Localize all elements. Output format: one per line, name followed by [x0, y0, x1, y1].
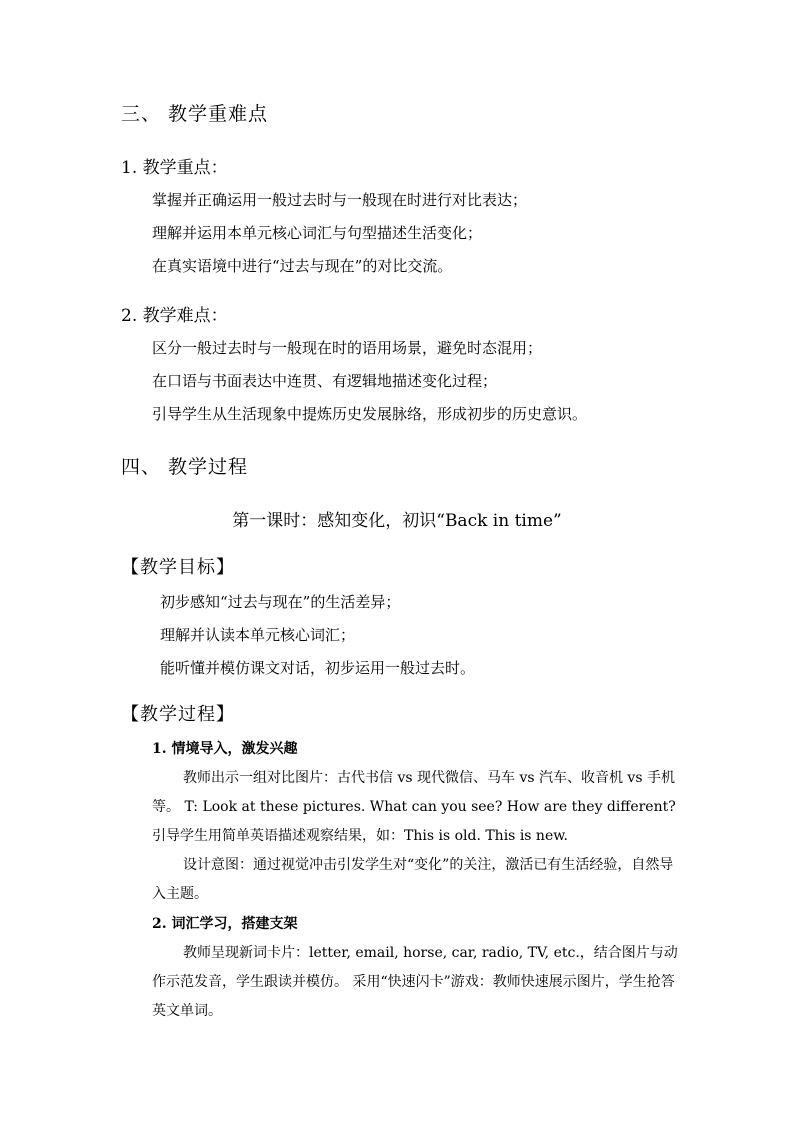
- difficult-points-label: 2. 教学难点：: [121, 306, 228, 326]
- key-point-item: 掌握并正确运用一般过去时与一般现在时进行对比表达；: [152, 191, 528, 209]
- key-point-item: 理解并运用本单元核心词汇与句型描述生活变化；: [152, 224, 483, 242]
- difficult-point-item: 在口语与书面表达中连贯、有逻辑地描述变化过程；: [152, 372, 498, 390]
- step-paragraph: 教师出示一组对比图片：古代书信 vs 现代微信、马车 vs 汽车、收音机 vs 手机等。 T: Look at these pictures. What can you see? How are they different? 引导学生用简单英语描述观察结果，如：This is old. This is new.: [152, 770, 676, 844]
- step-paragraph: 教师呈现新词卡片：letter, email, horse, car, radio, TV, etc.，结合图片与动作示范发音，学生跟读并模仿。 采用“快速闪卡”游戏：教师快速展示图片，学生抢答英文单词。: [152, 945, 678, 1019]
- objective-item: 能听懂并模仿课文对话，初步运用一般过去时。: [160, 659, 476, 677]
- difficult-point-item: 区分一般过去时与一般现在时的语用场景，避免时态混用；: [152, 339, 543, 357]
- difficult-point-item: 引导学生从生活现象中提炼历史发展脉络，形成初步的历史意识。: [152, 405, 588, 423]
- step-title: 1. 情境导入，激发兴趣: [152, 741, 298, 757]
- step-title: 2. 词汇学习，搭建支架: [152, 916, 298, 932]
- lesson-title: 第一课时：感知变化，初识“Back in time”: [232, 511, 562, 531]
- section-heading-teaching-process: 四、 教学过程: [121, 456, 249, 478]
- process-label: 【教学过程】: [121, 704, 235, 725]
- objective-item: 初步感知“过去与现在”的生活差异；: [160, 593, 401, 611]
- section-heading-teaching-focus: 三、 教学重难点: [121, 103, 269, 125]
- objectives-label: 【教学目标】: [121, 557, 235, 578]
- key-points-label: 1. 教学重点：: [121, 158, 228, 178]
- key-point-item: 在真实语境中进行“过去与现在”的对比交流。: [152, 257, 453, 275]
- step-design-intent: 设计意图：通过视觉冲击引发学生对“变化”的关注，激活已有生活经验，自然导入主题。: [152, 857, 674, 902]
- objective-item: 理解并认读本单元核心词汇；: [160, 626, 356, 644]
